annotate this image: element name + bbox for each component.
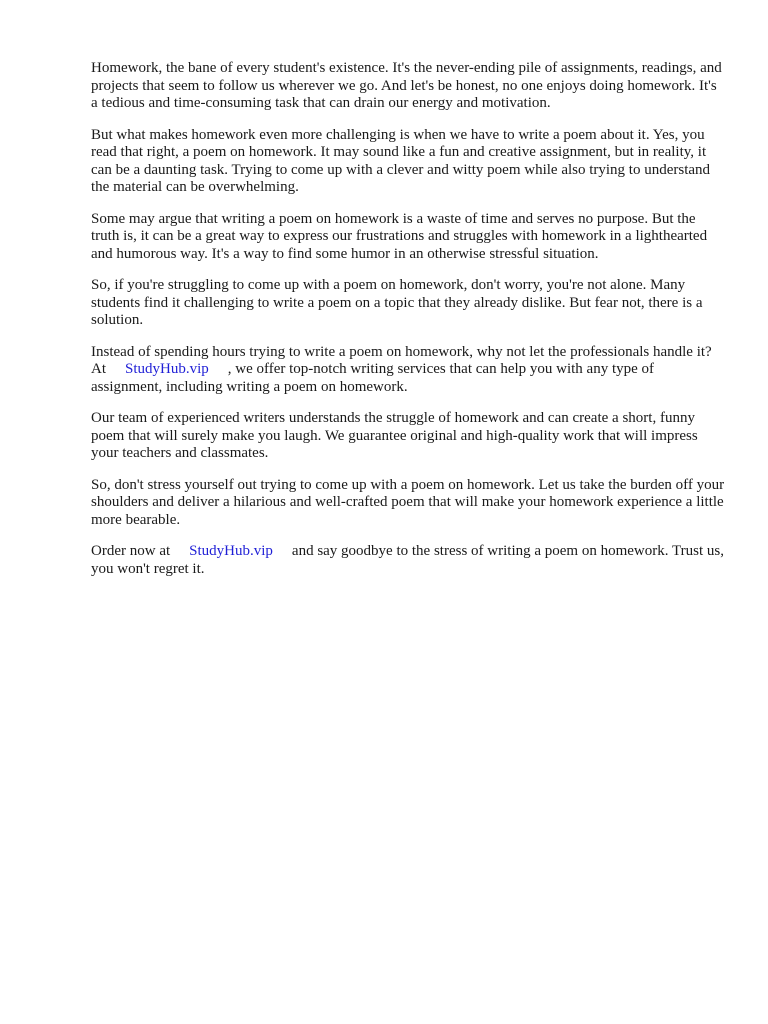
paragraph-team: Our team of experienced writers understands the struggle of homework and can create a short, funny poem that will surely make you laugh. We guarantee original and high-quality work that will impress your teachers and classmates.: [91, 410, 698, 461]
paragraph-professionals-before: Instead of spending hours trying to write a poem on homework, why not let the professionals handle it? At: [91, 343, 712, 377]
paragraph-argument: Some may argue that writing a poem on homework is a waste of time and serves no purpose. But the truth is, it can be a great way to express our frustrations and struggles with homework in a lighthearted and humorous way. It's a way to find some humor in an otherwise stressful situation.: [91, 210, 708, 262]
document-page: [91, 60, 727, 592]
paragraph-order-before: Order now at: [91, 543, 171, 559]
paragraph-reassure: So, don't stress yourself out trying to come up with a poem on homework. Let us take the burden off your shoulders and deliver a hilarious and well-crafted poem that will make your homework experience a little more bearable.: [91, 476, 725, 528]
paragraph-professionals-after: , we offer top-notch writing services that can help you with any type of assignment, including writing a poem on homework.: [91, 361, 655, 395]
paragraph-order-after: and say goodbye to the stress of writing a poem on homework. Trust us, you won't regret it.: [91, 543, 724, 577]
paragraph-order: [91, 543, 727, 578]
paragraph-intro: Homework, the bane of every student's existence. It's the never-ending pile of assignments, readings, and projects that seem to follow us wherever we go. And let's be honest, no one enjoys doing homework. It's a tedious and time-consuming task that can drain our energy and motivation.: [91, 60, 722, 111]
studyhub-link[interactable]: StudyHub.vip: [125, 361, 209, 377]
paragraph-professionals: [91, 344, 727, 397]
studyhub-order-link[interactable]: StudyHub.vip: [189, 543, 273, 559]
paragraph-struggle: So, if you're struggling to come up with a poem on homework, don't worry, you're not alone. Many students find it challenging to write a poem on a topic that they already dislike. But fear not, there is a solution.: [91, 277, 703, 328]
paragraph-challenge: But what makes homework even more challenging is when we have to write a poem about it. Yes, you read that right, a poem on homework. It may sound like a fun and creative assignment, but in reality, it can be a daunting task. Trying to come up with a clever and witty poem while also trying to understand the material can be overwhelming.: [91, 126, 711, 195]
